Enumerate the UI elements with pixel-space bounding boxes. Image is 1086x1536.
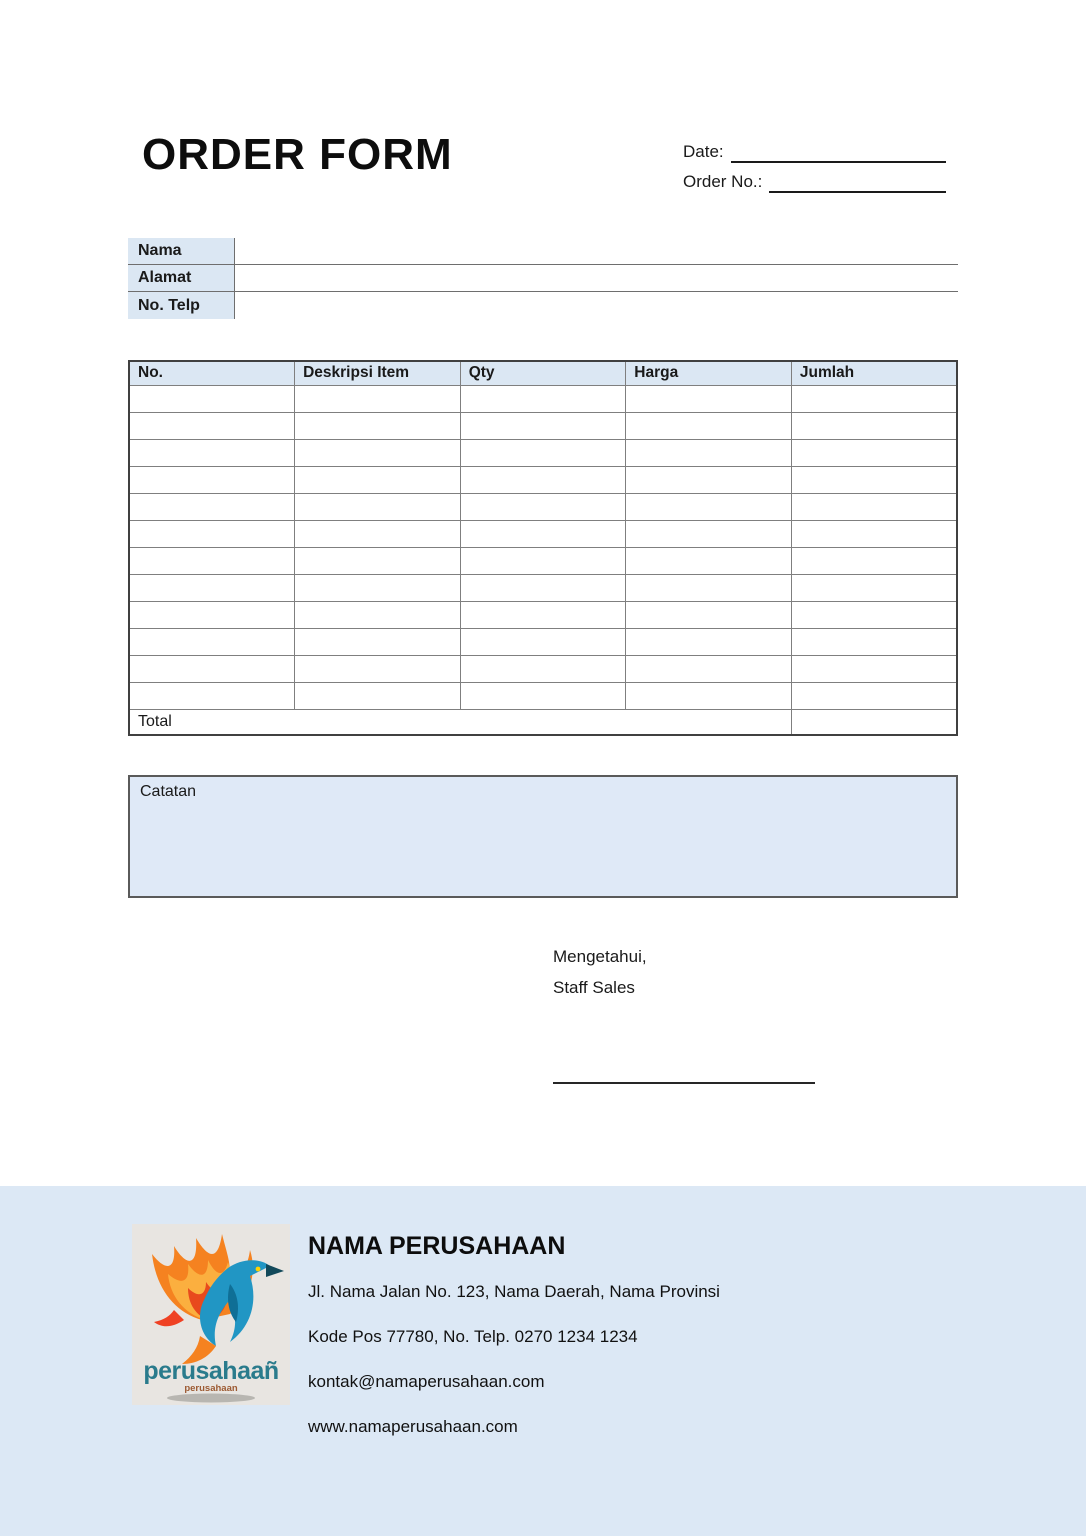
company-email: kontak@namaperusahaan.com <box>308 1372 545 1391</box>
order-table-cell[interactable] <box>129 574 295 601</box>
company-info <box>308 1232 928 1462</box>
logo-shadow <box>167 1394 255 1403</box>
order-table-cell[interactable] <box>129 493 295 520</box>
order-table-cell[interactable] <box>295 439 461 466</box>
order-table-cell[interactable] <box>129 412 295 439</box>
order-table-cell[interactable] <box>295 682 461 709</box>
page-title: ORDER FORM <box>142 130 453 179</box>
nama-label: Nama <box>128 238 235 264</box>
col-header-deskripsi: Deskripsi Item <box>295 361 461 385</box>
telp-label: No. Telp <box>128 292 235 319</box>
order-no-row <box>683 163 946 193</box>
date-row <box>683 133 946 163</box>
order-table-cell[interactable] <box>626 547 792 574</box>
order-table-cell[interactable] <box>626 466 792 493</box>
approval-line1: Mengetahui, <box>553 947 647 966</box>
footer <box>0 1186 1086 1536</box>
order-table-cell[interactable] <box>791 466 957 493</box>
approval-line2: Staff Sales <box>553 978 635 997</box>
notes-box[interactable] <box>128 775 958 898</box>
order-table-header-row <box>129 361 957 385</box>
customer-row-alamat <box>128 265 958 292</box>
date-block <box>683 133 946 193</box>
total-row <box>129 709 957 735</box>
customer-info-table <box>128 238 958 319</box>
order-table-cell[interactable] <box>295 601 461 628</box>
order-table-cell[interactable] <box>460 682 626 709</box>
company-address-line2: Kode Pos 77780, No. Telp. 0270 1234 1234 <box>308 1327 638 1346</box>
order-no-label: Order No.: <box>683 172 763 191</box>
order-table-empty-row <box>129 385 957 412</box>
order-table-cell[interactable] <box>129 655 295 682</box>
order-table-cell[interactable] <box>791 655 957 682</box>
order-table-cell[interactable] <box>626 682 792 709</box>
order-table-cell[interactable] <box>626 520 792 547</box>
order-table-empty-row <box>129 412 957 439</box>
order-table-cell[interactable] <box>626 601 792 628</box>
order-table-cell[interactable] <box>295 493 461 520</box>
logo-wordmark: perusahaañ <box>143 1357 279 1385</box>
order-table-cell[interactable] <box>626 628 792 655</box>
order-table-empty-row <box>129 493 957 520</box>
order-table-cell[interactable] <box>460 547 626 574</box>
company-address-line1: Jl. Nama Jalan No. 123, Nama Daerah, Nama Provinsi <box>308 1282 720 1301</box>
order-table-cell[interactable] <box>295 412 461 439</box>
order-table-cell[interactable] <box>791 520 957 547</box>
order-table-cell[interactable] <box>295 655 461 682</box>
order-table-cell[interactable] <box>129 682 295 709</box>
order-table-cell[interactable] <box>626 655 792 682</box>
order-table-cell[interactable] <box>295 574 461 601</box>
customer-row-nama <box>128 238 958 265</box>
logo-subtext: perusahaan <box>184 1383 238 1394</box>
signature-line[interactable] <box>553 1082 815 1084</box>
order-table-cell[interactable] <box>626 385 792 412</box>
order-table-cell[interactable] <box>129 628 295 655</box>
order-table-cell[interactable] <box>129 439 295 466</box>
order-table-cell[interactable] <box>460 466 626 493</box>
order-table-empty-row <box>129 574 957 601</box>
date-label: Date: <box>683 142 724 161</box>
col-header-qty: Qty <box>460 361 626 385</box>
total-label: Total <box>129 709 791 735</box>
order-table-cell[interactable] <box>626 493 792 520</box>
order-table-cell[interactable] <box>626 412 792 439</box>
order-table-cell[interactable] <box>791 439 957 466</box>
order-table-cell[interactable] <box>129 385 295 412</box>
order-table-empty-row <box>129 439 957 466</box>
approval-block <box>553 941 647 1003</box>
order-table-cell[interactable] <box>791 547 957 574</box>
order-table <box>128 360 958 736</box>
order-table-cell[interactable] <box>791 628 957 655</box>
notes-label: Catatan <box>140 783 197 800</box>
nama-value-area[interactable] <box>235 238 958 264</box>
order-table-empty-row <box>129 628 957 655</box>
date-fill-line[interactable] <box>731 141 946 163</box>
order-table-cell[interactable] <box>791 574 957 601</box>
total-value-cell[interactable] <box>791 709 957 735</box>
alamat-value-area[interactable] <box>235 265 958 291</box>
order-table-cell[interactable] <box>791 385 957 412</box>
eye-icon <box>256 1267 261 1272</box>
order-table-cell[interactable] <box>791 412 957 439</box>
order-table-cell[interactable] <box>791 601 957 628</box>
order-table-cell[interactable] <box>791 682 957 709</box>
order-table-cell[interactable] <box>295 547 461 574</box>
order-table-cell[interactable] <box>129 547 295 574</box>
order-table-cell[interactable] <box>626 574 792 601</box>
order-table-empty-row <box>129 655 957 682</box>
order-table-cell[interactable] <box>460 385 626 412</box>
order-table-cell[interactable] <box>460 601 626 628</box>
company-website: www.namaperusahaan.com <box>308 1417 518 1436</box>
col-header-no: No. <box>129 361 295 385</box>
order-table-cell[interactable] <box>295 466 461 493</box>
order-table-cell[interactable] <box>129 520 295 547</box>
order-table-body <box>129 385 957 709</box>
order-table-cell[interactable] <box>460 628 626 655</box>
order-no-fill-line[interactable] <box>769 171 946 193</box>
order-table-cell[interactable] <box>626 439 792 466</box>
order-table-cell[interactable] <box>129 601 295 628</box>
order-table-cell[interactable] <box>460 574 626 601</box>
order-table-cell[interactable] <box>129 466 295 493</box>
company-name: NAMA PERUSAHAAN <box>308 1232 566 1260</box>
customer-row-telp <box>128 292 958 319</box>
order-table-cell[interactable] <box>791 493 957 520</box>
telp-value-area[interactable] <box>235 292 958 319</box>
order-table-empty-row <box>129 466 957 493</box>
order-table-cell[interactable] <box>460 412 626 439</box>
order-table-cell[interactable] <box>295 385 461 412</box>
order-table-cell[interactable] <box>460 520 626 547</box>
order-table-cell[interactable] <box>460 439 626 466</box>
order-table-empty-row <box>129 547 957 574</box>
order-table-empty-row <box>129 520 957 547</box>
order-table-empty-row <box>129 682 957 709</box>
order-table-empty-row <box>129 601 957 628</box>
col-header-jumlah: Jumlah <box>791 361 957 385</box>
order-table-cell[interactable] <box>460 655 626 682</box>
alamat-label: Alamat <box>128 265 235 291</box>
order-table-cell[interactable] <box>295 520 461 547</box>
order-table-cell[interactable] <box>295 628 461 655</box>
order-table-cell[interactable] <box>460 493 626 520</box>
col-header-harga: Harga <box>626 361 792 385</box>
company-logo <box>132 1224 290 1405</box>
